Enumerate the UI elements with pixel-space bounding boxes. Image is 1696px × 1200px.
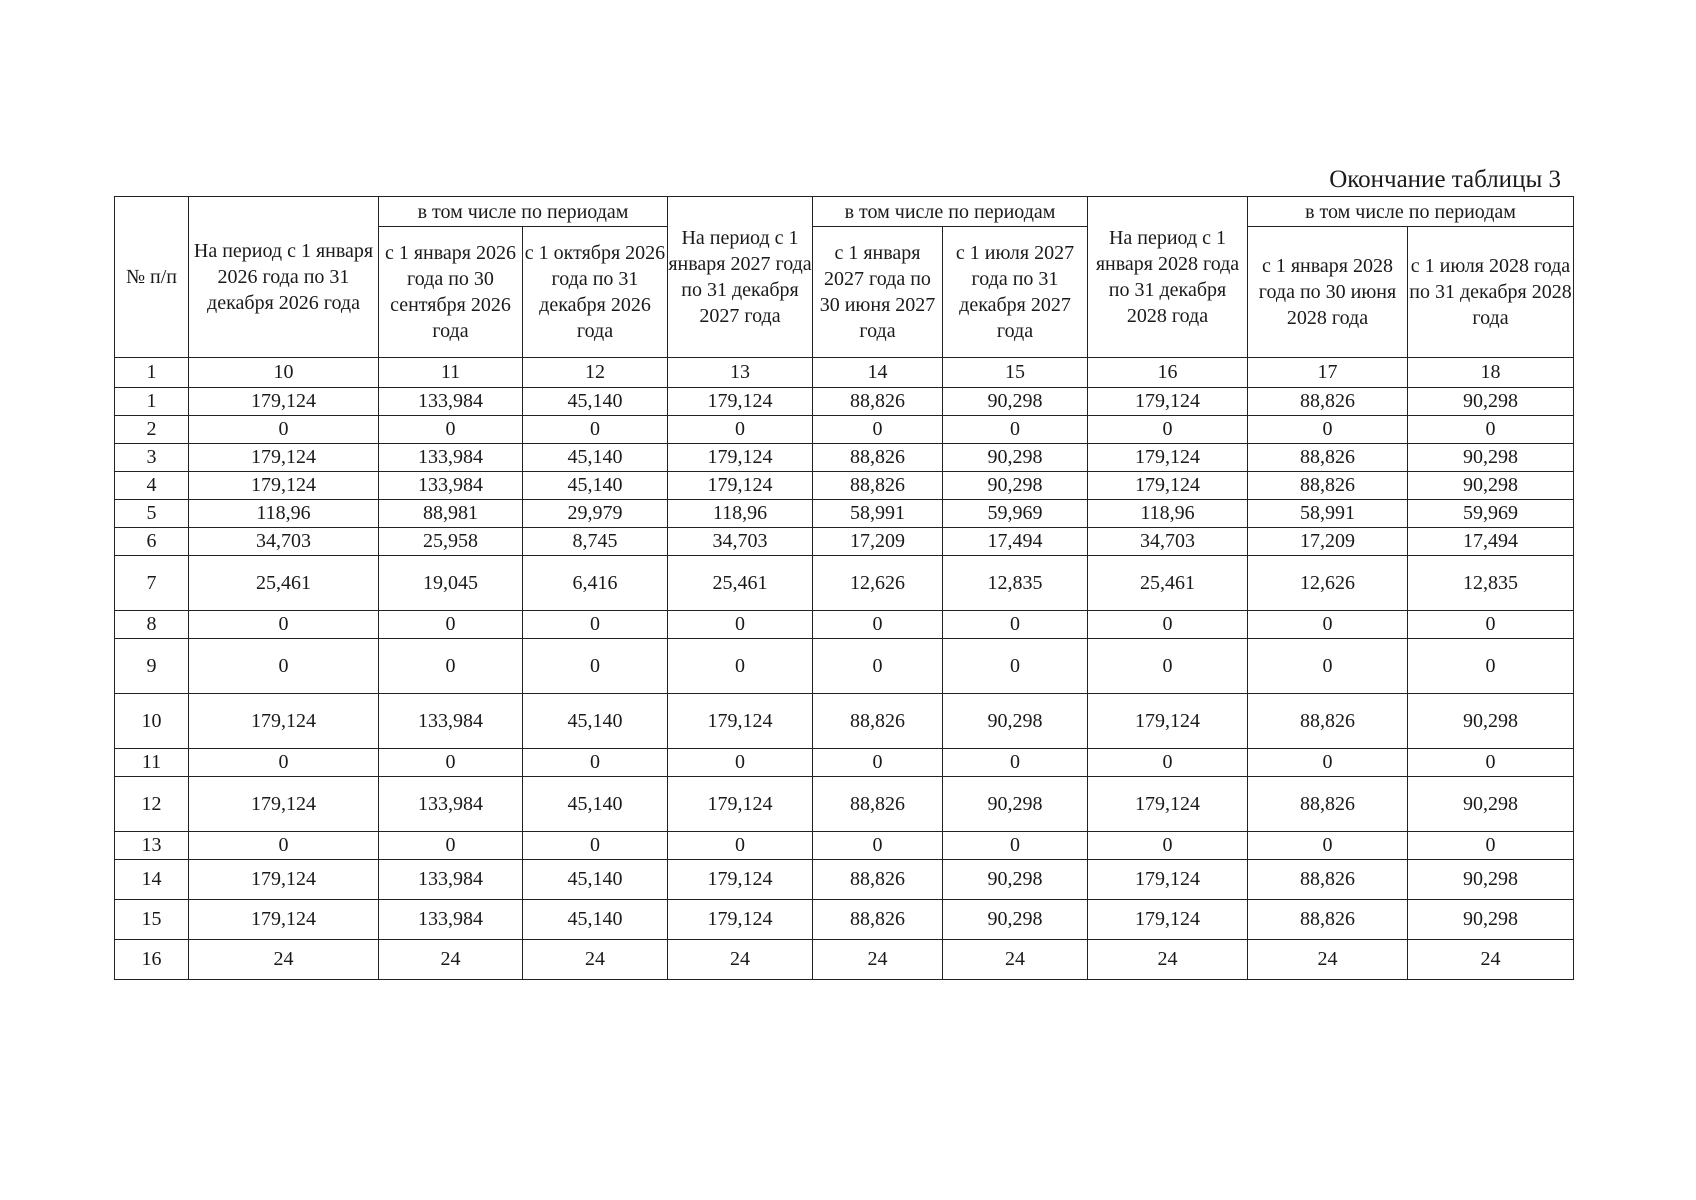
value-cell: 0	[523, 639, 668, 694]
column-number-cell: 12	[523, 358, 668, 388]
value-cell: 90,298	[943, 777, 1088, 832]
value-cell: 88,826	[813, 444, 943, 472]
value-cell: 179,124	[189, 694, 379, 749]
table-body	[115, 388, 1574, 980]
row-number-cell: 2	[115, 416, 189, 444]
value-cell: 88,826	[1248, 472, 1408, 500]
value-cell: 12,835	[1408, 556, 1574, 611]
value-cell: 0	[943, 416, 1088, 444]
value-cell: 90,298	[1408, 472, 1574, 500]
value-cell: 88,826	[813, 860, 943, 900]
value-cell: 179,124	[189, 777, 379, 832]
header-2026-period-1: с 1 января 2026 года по 30 сентября 2026 года	[379, 227, 523, 358]
value-cell: 45,140	[523, 860, 668, 900]
value-cell: 24	[943, 940, 1088, 980]
value-cell: 0	[668, 611, 813, 639]
value-cell: 179,124	[668, 472, 813, 500]
value-cell: 90,298	[943, 860, 1088, 900]
value-cell: 24	[189, 940, 379, 980]
value-cell: 0	[1248, 639, 1408, 694]
value-cell: 0	[813, 832, 943, 860]
value-cell: 25,958	[379, 528, 523, 556]
value-cell: 133,984	[379, 777, 523, 832]
value-cell: 0	[379, 639, 523, 694]
value-cell: 133,984	[379, 388, 523, 416]
value-cell: 12,626	[1248, 556, 1408, 611]
value-cell: 88,826	[1248, 694, 1408, 749]
value-cell: 0	[943, 749, 1088, 777]
header-2026-period-2: с 1 октября 2026 года по 31 декабря 2026 года	[523, 227, 668, 358]
table-row	[115, 900, 1574, 940]
value-cell: 8,745	[523, 528, 668, 556]
value-cell: 118,96	[1088, 500, 1248, 528]
value-cell: 58,991	[813, 500, 943, 528]
header-2028-period-1: с 1 января 2028 года по 30 июня 2028 года	[1248, 227, 1408, 358]
value-cell: 179,124	[1088, 444, 1248, 472]
value-cell: 88,826	[813, 694, 943, 749]
value-cell: 118,96	[189, 500, 379, 528]
value-cell: 25,461	[189, 556, 379, 611]
value-cell: 29,979	[523, 500, 668, 528]
data-table	[114, 196, 1574, 980]
table-caption: Окончание таблицы 3	[1329, 166, 1561, 193]
row-number-cell: 14	[115, 860, 189, 900]
table-row	[115, 611, 1574, 639]
column-number-cell: 15	[943, 358, 1088, 388]
value-cell: 0	[1408, 611, 1574, 639]
value-cell: 0	[189, 639, 379, 694]
table-row	[115, 749, 1574, 777]
value-cell: 179,124	[668, 860, 813, 900]
value-cell: 0	[523, 832, 668, 860]
value-cell: 0	[379, 416, 523, 444]
row-number-cell: 11	[115, 749, 189, 777]
value-cell: 24	[1088, 940, 1248, 980]
header-group-2026: в том числе по периодам	[379, 197, 668, 227]
value-cell: 88,826	[813, 900, 943, 940]
row-number-cell: 3	[115, 444, 189, 472]
value-cell: 0	[668, 639, 813, 694]
value-cell: 179,124	[189, 388, 379, 416]
value-cell: 133,984	[379, 472, 523, 500]
value-cell: 0	[1088, 416, 1248, 444]
value-cell: 179,124	[668, 444, 813, 472]
value-cell: 25,461	[668, 556, 813, 611]
value-cell: 0	[668, 749, 813, 777]
value-cell: 17,209	[813, 528, 943, 556]
value-cell: 88,826	[813, 777, 943, 832]
value-cell: 0	[523, 749, 668, 777]
value-cell: 90,298	[1408, 777, 1574, 832]
value-cell: 0	[189, 416, 379, 444]
value-cell: 0	[379, 832, 523, 860]
value-cell: 179,124	[1088, 472, 1248, 500]
table-row	[115, 416, 1574, 444]
value-cell: 45,140	[523, 388, 668, 416]
header-2028-period-2: с 1 июля 2028 года по 31 декабря 2028 года	[1408, 227, 1574, 358]
value-cell: 0	[379, 749, 523, 777]
value-cell: 6,416	[523, 556, 668, 611]
column-number-cell: 16	[1088, 358, 1248, 388]
table-row	[115, 528, 1574, 556]
value-cell: 24	[1248, 940, 1408, 980]
header-group-2028: в том числе по периодам	[1248, 197, 1574, 227]
value-cell: 133,984	[379, 900, 523, 940]
value-cell: 25,461	[1088, 556, 1248, 611]
value-cell: 12,835	[943, 556, 1088, 611]
table-row	[115, 472, 1574, 500]
value-cell: 45,140	[523, 694, 668, 749]
value-cell: 179,124	[189, 860, 379, 900]
value-cell: 179,124	[189, 444, 379, 472]
column-number-cell: 13	[668, 358, 813, 388]
value-cell: 0	[1408, 639, 1574, 694]
value-cell: 58,991	[1248, 500, 1408, 528]
value-cell: 0	[523, 416, 668, 444]
value-cell: 0	[1408, 832, 1574, 860]
value-cell: 0	[1248, 832, 1408, 860]
value-cell: 0	[943, 639, 1088, 694]
column-number-row	[115, 358, 1574, 388]
value-cell: 88,826	[813, 388, 943, 416]
value-cell: 0	[1088, 749, 1248, 777]
value-cell: 17,494	[1408, 528, 1574, 556]
value-cell: 24	[379, 940, 523, 980]
value-cell: 179,124	[1088, 900, 1248, 940]
value-cell: 90,298	[1408, 860, 1574, 900]
row-number-cell: 6	[115, 528, 189, 556]
value-cell: 0	[1408, 416, 1574, 444]
header-row-number: № п/п	[115, 197, 189, 358]
value-cell: 0	[1088, 611, 1248, 639]
value-cell: 0	[379, 611, 523, 639]
value-cell: 19,045	[379, 556, 523, 611]
value-cell: 90,298	[943, 900, 1088, 940]
value-cell: 88,826	[813, 472, 943, 500]
value-cell: 34,703	[668, 528, 813, 556]
value-cell: 0	[523, 611, 668, 639]
value-cell: 45,140	[523, 777, 668, 832]
header-group-2027: в том числе по периодам	[813, 197, 1088, 227]
value-cell: 24	[1408, 940, 1574, 980]
value-cell: 88,826	[1248, 777, 1408, 832]
row-number-cell: 16	[115, 940, 189, 980]
value-cell: 59,969	[1408, 500, 1574, 528]
value-cell: 0	[1088, 639, 1248, 694]
value-cell: 90,298	[943, 388, 1088, 416]
table-row	[115, 444, 1574, 472]
value-cell: 90,298	[1408, 388, 1574, 416]
row-number-cell: 12	[115, 777, 189, 832]
value-cell: 12,626	[813, 556, 943, 611]
value-cell: 90,298	[943, 472, 1088, 500]
header-total-2026: На период с 1 января 2026 года по 31 декабря 2026 года	[189, 197, 379, 358]
value-cell: 24	[668, 940, 813, 980]
value-cell: 90,298	[943, 444, 1088, 472]
value-cell: 88,981	[379, 500, 523, 528]
column-number-cell: 17	[1248, 358, 1408, 388]
value-cell: 118,96	[668, 500, 813, 528]
table-row	[115, 860, 1574, 900]
value-cell: 88,826	[1248, 860, 1408, 900]
value-cell: 0	[813, 749, 943, 777]
value-cell: 179,124	[1088, 860, 1248, 900]
column-number-cell: 14	[813, 358, 943, 388]
value-cell: 0	[1088, 832, 1248, 860]
table-row	[115, 694, 1574, 749]
value-cell: 0	[668, 832, 813, 860]
value-cell: 0	[1248, 416, 1408, 444]
row-number-cell: 1	[115, 388, 189, 416]
value-cell: 179,124	[189, 472, 379, 500]
value-cell: 24	[813, 940, 943, 980]
value-cell: 88,826	[1248, 900, 1408, 940]
value-cell: 0	[943, 832, 1088, 860]
value-cell: 17,209	[1248, 528, 1408, 556]
value-cell: 133,984	[379, 694, 523, 749]
value-cell: 133,984	[379, 860, 523, 900]
column-number-cell: 1	[115, 358, 189, 388]
value-cell: 24	[523, 940, 668, 980]
value-cell: 88,826	[1248, 388, 1408, 416]
value-cell: 45,140	[523, 900, 668, 940]
value-cell: 0	[943, 611, 1088, 639]
value-cell: 17,494	[943, 528, 1088, 556]
value-cell: 133,984	[379, 444, 523, 472]
header-2027-period-2: с 1 июля 2027 года по 31 декабря 2027 года	[943, 227, 1088, 358]
table-row	[115, 777, 1574, 832]
column-number-cell: 18	[1408, 358, 1574, 388]
row-number-cell: 15	[115, 900, 189, 940]
value-cell: 0	[813, 611, 943, 639]
value-cell: 34,703	[1088, 528, 1248, 556]
value-cell: 45,140	[523, 472, 668, 500]
value-cell: 0	[668, 416, 813, 444]
row-number-cell: 10	[115, 694, 189, 749]
row-number-cell: 9	[115, 639, 189, 694]
value-cell: 179,124	[668, 900, 813, 940]
value-cell: 88,826	[1248, 444, 1408, 472]
row-number-cell: 8	[115, 611, 189, 639]
value-cell: 0	[189, 749, 379, 777]
row-number-cell: 13	[115, 832, 189, 860]
table-row	[115, 388, 1574, 416]
value-cell: 90,298	[1408, 900, 1574, 940]
value-cell: 179,124	[1088, 388, 1248, 416]
row-number-cell: 7	[115, 556, 189, 611]
header-total-2028: На период с 1 января 2028 года по 31 декабря 2028 года	[1088, 197, 1248, 358]
row-number-cell: 5	[115, 500, 189, 528]
value-cell: 90,298	[943, 694, 1088, 749]
value-cell: 0	[813, 639, 943, 694]
value-cell: 0	[1248, 749, 1408, 777]
value-cell: 90,298	[1408, 444, 1574, 472]
value-cell: 0	[1248, 611, 1408, 639]
value-cell: 179,124	[668, 777, 813, 832]
value-cell: 0	[189, 832, 379, 860]
header-total-2027: На период с 1 января 2027 года по 31 декабря 2027 года	[668, 197, 813, 358]
column-number-cell: 11	[379, 358, 523, 388]
value-cell: 179,124	[668, 694, 813, 749]
table-row	[115, 639, 1574, 694]
table-row	[115, 832, 1574, 860]
row-number-cell: 4	[115, 472, 189, 500]
value-cell: 0	[1408, 749, 1574, 777]
table-row	[115, 500, 1574, 528]
value-cell: 45,140	[523, 444, 668, 472]
value-cell: 179,124	[1088, 694, 1248, 749]
value-cell: 0	[813, 416, 943, 444]
value-cell: 34,703	[189, 528, 379, 556]
value-cell: 179,124	[189, 900, 379, 940]
column-number-cell: 10	[189, 358, 379, 388]
value-cell: 179,124	[1088, 777, 1248, 832]
header-2027-period-1: с 1 января 2027 года по 30 июня 2027 года	[813, 227, 943, 358]
value-cell: 90,298	[1408, 694, 1574, 749]
value-cell: 59,969	[943, 500, 1088, 528]
table-row	[115, 940, 1574, 980]
table-row	[115, 556, 1574, 611]
value-cell: 0	[189, 611, 379, 639]
value-cell: 179,124	[668, 388, 813, 416]
